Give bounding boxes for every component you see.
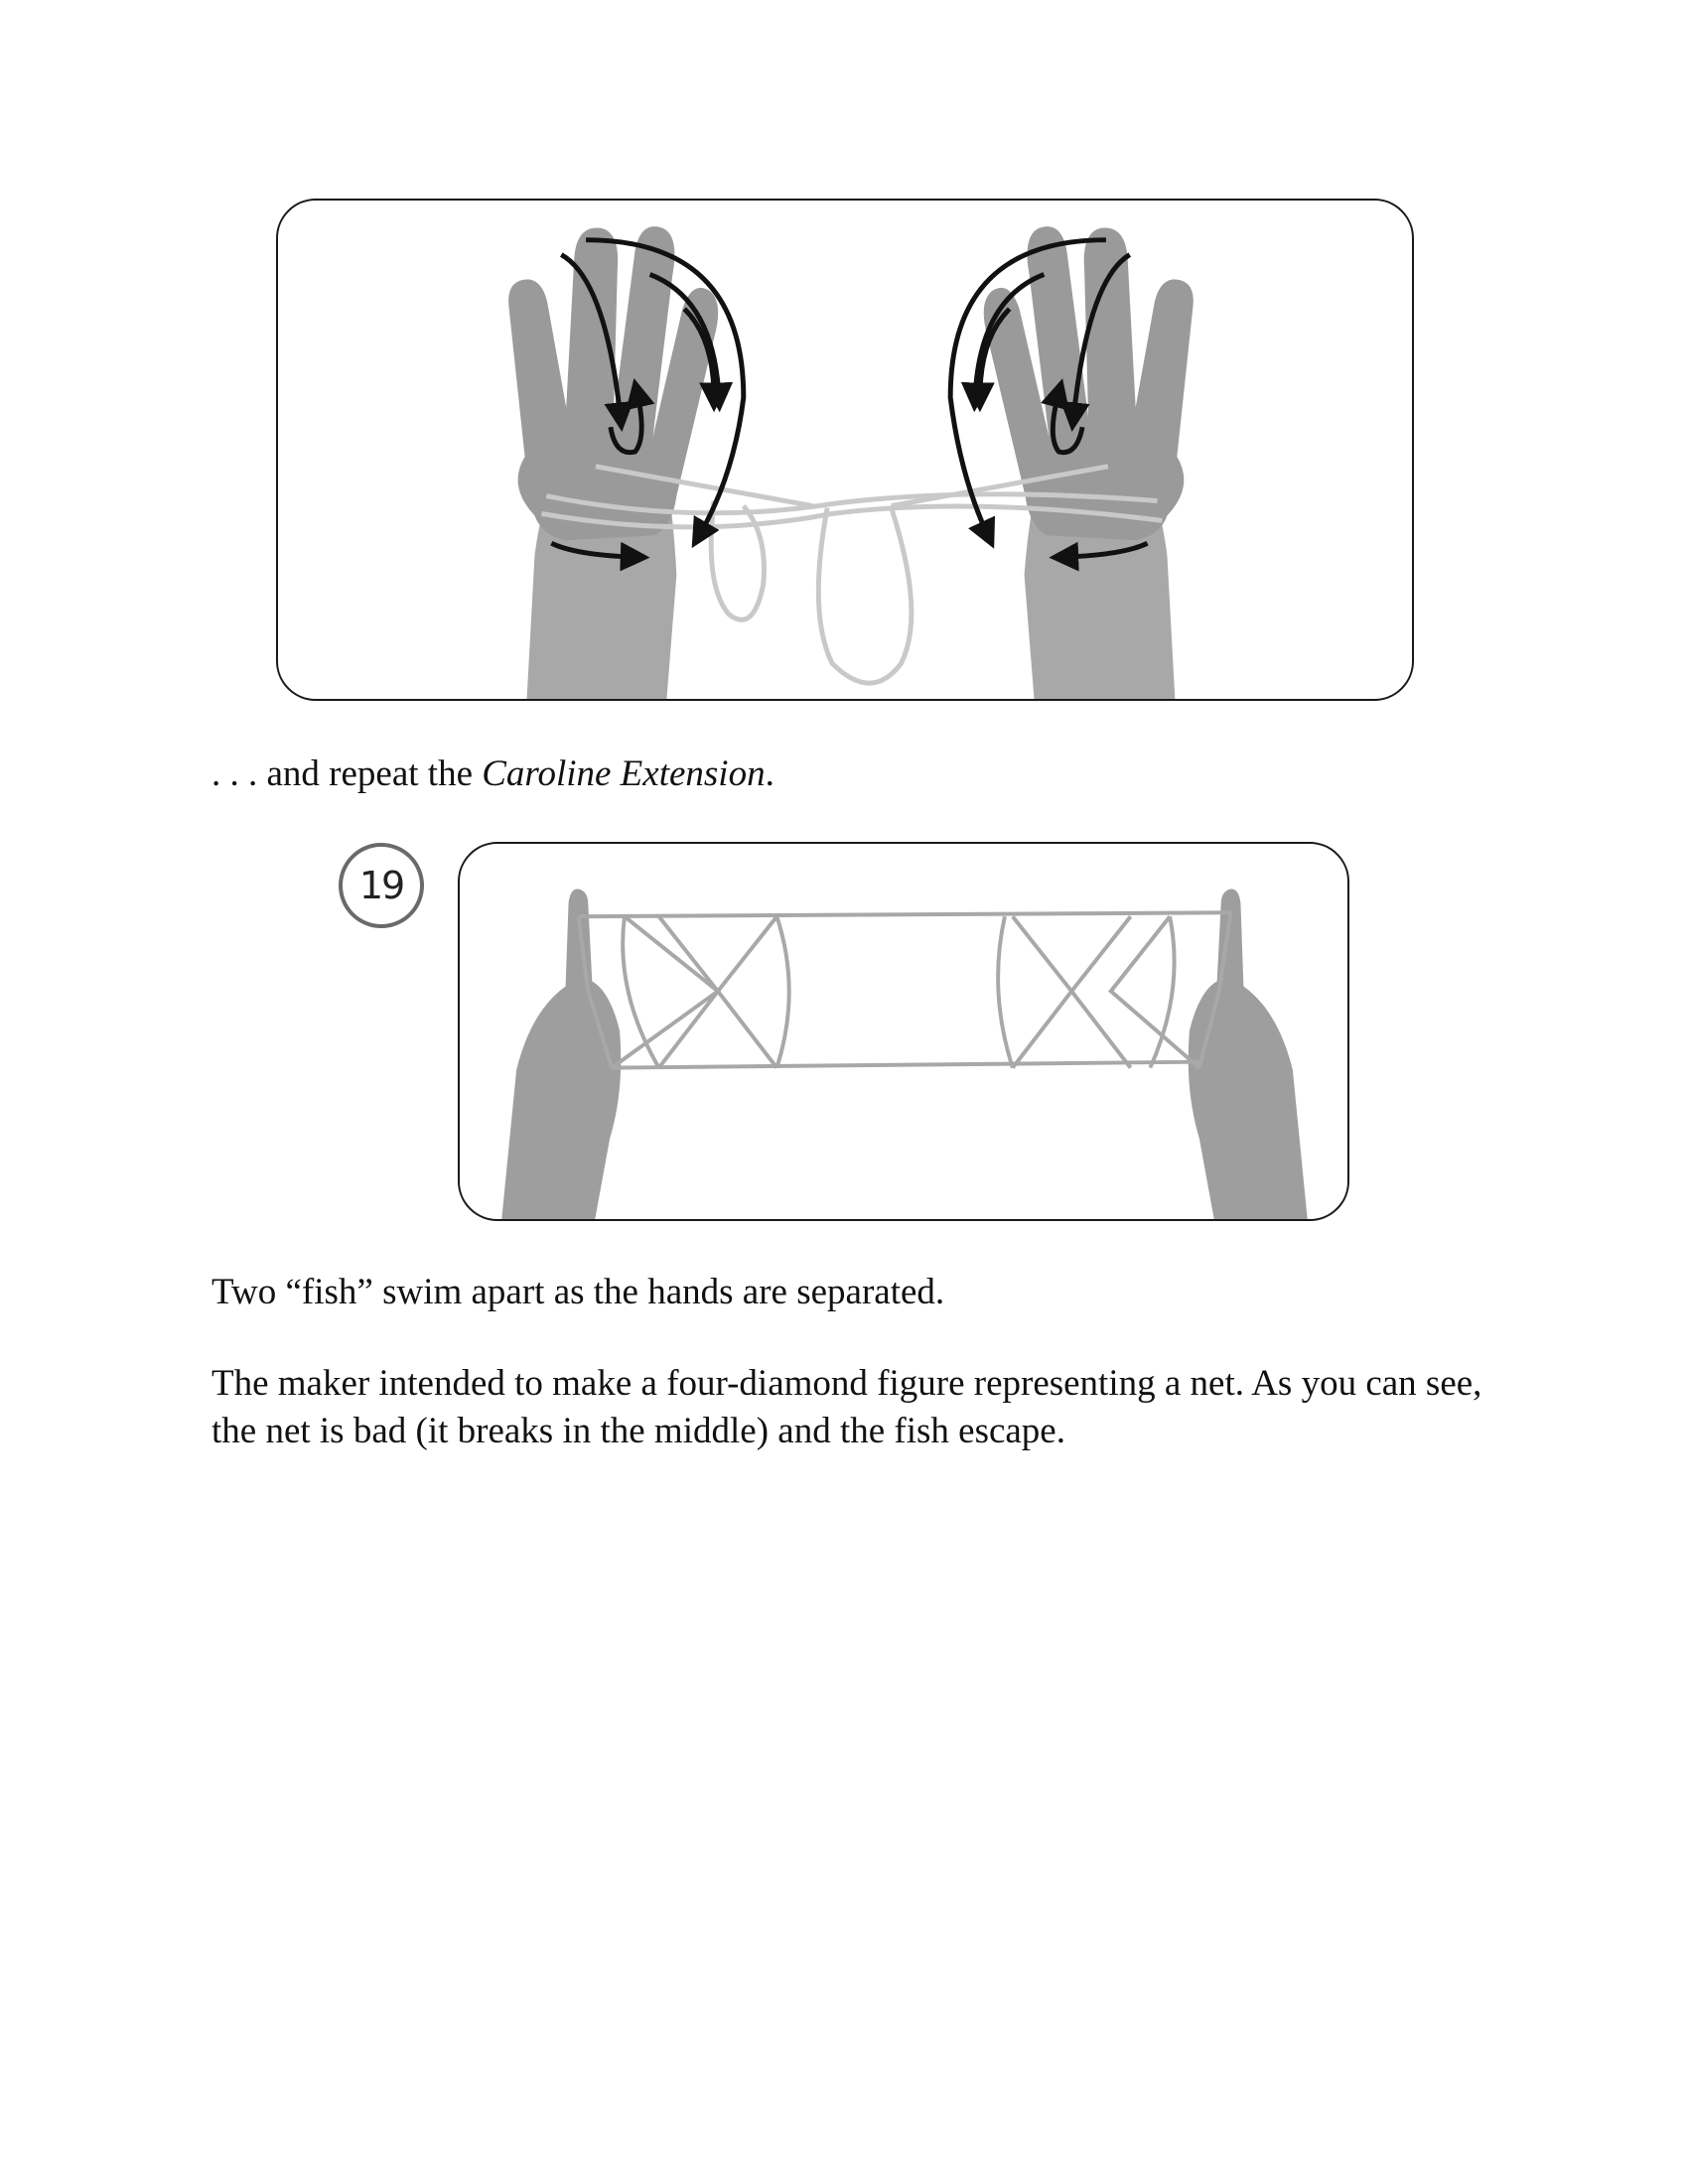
right-hand <box>1189 888 1308 1219</box>
figure-two-fish <box>458 842 1349 1221</box>
left-hand <box>501 888 621 1219</box>
hands-arrows-illustration <box>278 201 1412 699</box>
figure-hands-arrows <box>276 199 1414 701</box>
fish-sentence: Two “fish” swim apart as the hands are separated. <box>211 1272 945 1312</box>
caption-suffix: . <box>765 753 774 794</box>
caption-emphasis: Caroline Extension <box>482 753 766 794</box>
caption-prefix: . . . and repeat the <box>211 753 483 794</box>
left-hand <box>508 226 718 540</box>
string-figure <box>578 912 1230 1067</box>
caption-caroline-extension <box>211 751 774 798</box>
step-number-badge: 19 <box>339 843 424 928</box>
net-paragraph: The maker intended to make a four-diamond figure representing a net. As you can see, the net is bad (it breaks in the middle) and the fish escape. <box>211 1363 1482 1451</box>
two-fish-illustration <box>460 844 1347 1219</box>
